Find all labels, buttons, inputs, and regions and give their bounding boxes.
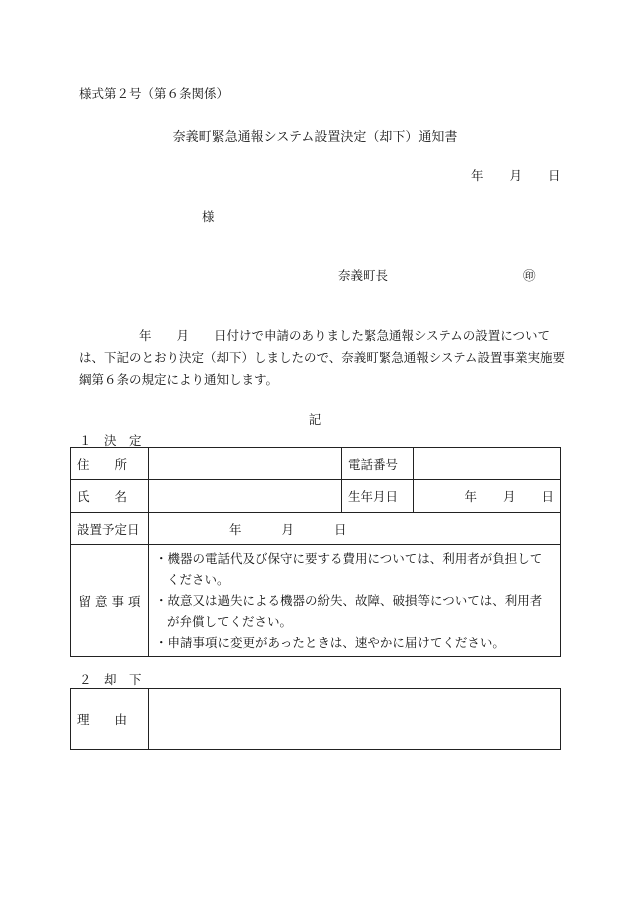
section2-heading: ２ 却 下 bbox=[79, 672, 142, 687]
phone-value[interactable] bbox=[414, 448, 561, 480]
address-label: 住 所 bbox=[71, 448, 149, 480]
notes-content bbox=[149, 545, 561, 657]
table-row bbox=[71, 545, 561, 657]
seal-mark: ㊞ bbox=[523, 268, 536, 283]
reason-label: 理 由 bbox=[71, 689, 149, 750]
notice-body-text: 年 月 日付けで申請のありました緊急通報システムの設置については、下記のとおり決定（却下）しましたので、奈義町緊急通報システム設置事業実施要綱第６条の規定により通知します。 bbox=[79, 328, 566, 387]
note-item: ・故意又は過失による機器の紛失、故障、破損等については、利用者が弁償してください。 bbox=[155, 593, 543, 629]
name-label: 氏 名 bbox=[71, 480, 149, 513]
install-date[interactable]: 年 月 日 bbox=[149, 513, 561, 545]
note-item: ・機器の電話代及び保守に要する費用については、利用者が負担してください。 bbox=[155, 551, 543, 587]
form-number: 様式第２号（第６条関係） bbox=[79, 86, 230, 101]
issue-date: 年 月 日 bbox=[471, 168, 561, 183]
section1-heading: １ 決 定 bbox=[79, 433, 142, 448]
note-item: ・申請事項に変更があったときは、速やかに届けてください。 bbox=[155, 635, 505, 650]
notes-label: 留 意 事 項 bbox=[71, 545, 149, 657]
decision-table bbox=[70, 447, 561, 657]
document-title: 奈義町緊急通報システム設置決定（却下）通知書 bbox=[172, 130, 458, 145]
table-row bbox=[71, 480, 561, 513]
install-label: 設置予定日 bbox=[71, 513, 149, 545]
birth-label: 生年月日 bbox=[342, 480, 414, 513]
address-value[interactable] bbox=[149, 448, 342, 480]
rejection-table bbox=[70, 688, 561, 750]
phone-label: 電話番号 bbox=[342, 448, 414, 480]
addressee-suffix: 様 bbox=[202, 209, 215, 224]
notice-body bbox=[79, 325, 569, 391]
issuer-name: 奈義町長 bbox=[338, 268, 389, 283]
table-row bbox=[71, 689, 561, 750]
name-value[interactable] bbox=[149, 480, 342, 513]
table-row bbox=[71, 513, 561, 545]
ki-heading: 記 bbox=[308, 412, 322, 427]
table-row bbox=[71, 448, 561, 480]
birth-date[interactable]: 年 月 日 bbox=[414, 480, 561, 513]
reason-value[interactable] bbox=[149, 689, 561, 750]
